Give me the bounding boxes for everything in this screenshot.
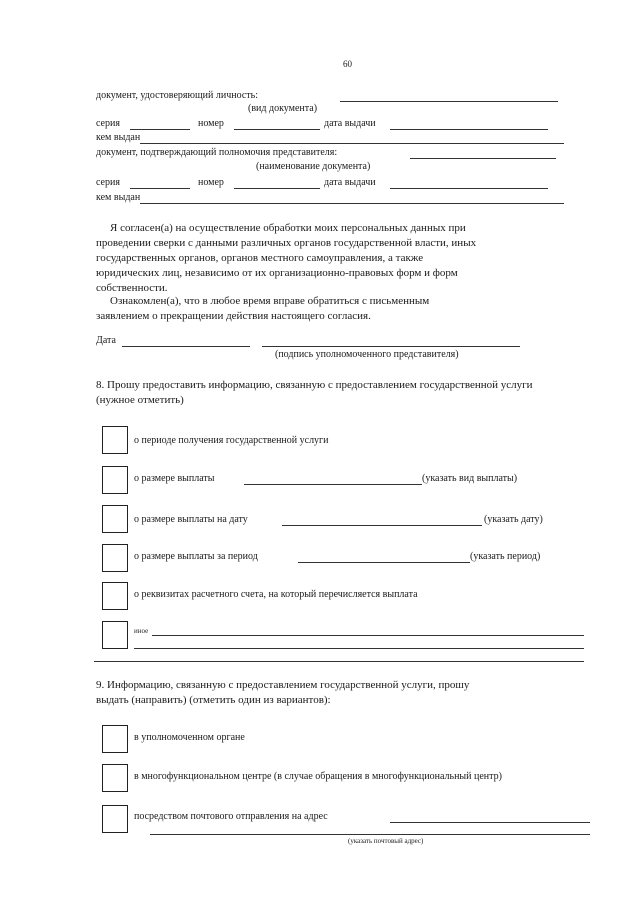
consent-line: проведении сверки с данными различных органов государственной власти, иных — [96, 237, 477, 249]
identity-doc-caption: (вид документа) — [248, 103, 318, 114]
identity-number-label: номер — [198, 118, 224, 129]
identity-doc-field[interactable] — [340, 101, 558, 102]
page-number: 60 — [343, 59, 352, 69]
identity-doc-label: документ, удостоверяющий личность: — [96, 90, 258, 101]
option-amount-field[interactable] — [244, 484, 422, 485]
consent-paragraph — [96, 221, 566, 296]
authority-doc-field[interactable] — [410, 158, 556, 159]
option-amount-date-label: о размере выплаты на дату — [134, 514, 248, 525]
notice-line: заявлением о прекращении действия настоящего согласия. — [96, 310, 371, 322]
delivery-mfc-label: в многофункциональном центре (в случае обращения в многофункциональный центр) — [134, 771, 502, 782]
delivery-mfc-checkbox[interactable] — [102, 764, 128, 792]
section9-title: 9. Информацию, связанную с предоставлением государственной услуги, прошу — [96, 679, 470, 691]
delivery-mail-label: посредством почтового отправления на адрес — [134, 811, 328, 822]
option-other-field-line2[interactable] — [134, 648, 584, 649]
option-amount-hint: (указать вид выплаты) — [422, 473, 518, 484]
consent-line: государственных органов, органов местного самоуправления, а также — [96, 252, 424, 264]
option-amount-period-hint: (указать период) — [470, 551, 541, 562]
delivery-address-caption: (указать почтовый адрес) — [348, 837, 424, 845]
option-account-checkbox[interactable] — [102, 582, 128, 610]
authority-number-label: номер — [198, 177, 224, 188]
identity-series-field[interactable] — [130, 129, 190, 130]
section8-title: 8. Прошу предоставить информацию, связанную с предоставлением государственной услуги — [96, 379, 533, 391]
identity-issue-date-field[interactable] — [390, 129, 548, 130]
section9-subtitle: выдать (направить) (отметить один из вариантов): — [96, 694, 331, 706]
option-period-label: о периоде получения государственной услуги — [134, 435, 329, 446]
authority-series-field[interactable] — [130, 188, 190, 189]
authority-doc-caption: (наименование документа) — [256, 161, 371, 172]
consent-line: Я согласен(а) на осуществление обработки моих персональных данных при — [110, 222, 466, 234]
option-amount-period-label: о размере выплаты за период — [134, 551, 258, 562]
delivery-authority-label: в уполномоченном органе — [134, 732, 245, 743]
option-other-checkbox[interactable] — [102, 621, 128, 649]
option-period-checkbox[interactable] — [102, 426, 128, 454]
notice-line: Ознакомлен(а), что в любое время вправе обратиться с письменным — [110, 295, 430, 307]
authority-issued-by-field[interactable] — [140, 203, 564, 204]
option-account-label: о реквизитах расчетного счета, на который перечисляется выплата — [134, 589, 418, 600]
consent-line: собственности. — [96, 282, 168, 294]
authority-issued-by-label: кем выдан — [96, 192, 141, 203]
authority-issue-date-label: дата выдачи — [324, 177, 376, 188]
identity-issued-by-label: кем выдан — [96, 132, 141, 143]
date-field[interactable] — [122, 346, 250, 347]
signature-field[interactable] — [262, 346, 520, 347]
option-amount-label: о размере выплаты — [134, 473, 215, 484]
identity-number-field[interactable] — [234, 129, 320, 130]
notice-paragraph — [96, 294, 566, 324]
delivery-address-field-line2[interactable] — [150, 834, 590, 835]
option-amount-period-checkbox[interactable] — [102, 544, 128, 572]
option-other-field[interactable] — [152, 635, 584, 636]
authority-doc-label: документ, подтверждающий полномочия представителя: — [96, 147, 338, 158]
delivery-mail-checkbox[interactable] — [102, 805, 128, 833]
authority-series-label: серия — [96, 177, 120, 188]
option-other-field-line3[interactable] — [94, 661, 584, 662]
delivery-authority-checkbox[interactable] — [102, 725, 128, 753]
option-other-label: иное — [134, 627, 149, 635]
authority-issue-date-field[interactable] — [390, 188, 548, 189]
delivery-address-field[interactable] — [390, 822, 590, 823]
option-amount-date-field[interactable] — [282, 525, 482, 526]
section8-subtitle: (нужное отметить) — [96, 394, 184, 406]
authority-number-field[interactable] — [234, 188, 320, 189]
option-amount-date-hint: (указать дату) — [484, 514, 543, 525]
option-amount-date-checkbox[interactable] — [102, 505, 128, 533]
identity-issued-by-field[interactable] — [140, 143, 564, 144]
identity-series-label: серия — [96, 118, 120, 129]
identity-issue-date-label: дата выдачи — [324, 118, 376, 129]
consent-line: юридических лиц, независимо от их организационно-правовых форм и форм — [96, 267, 458, 279]
option-amount-period-field[interactable] — [298, 562, 470, 563]
date-label: Дата — [96, 335, 116, 346]
option-amount-checkbox[interactable] — [102, 466, 128, 494]
signature-caption: (подпись уполномоченного представителя) — [275, 349, 459, 360]
